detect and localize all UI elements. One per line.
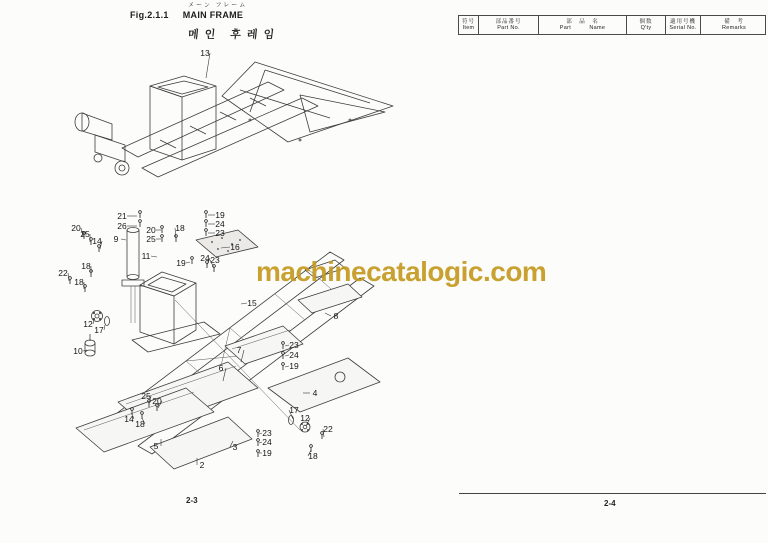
diagram-callout-number: 25 — [146, 234, 156, 244]
diagram-callout-number: 19 — [215, 210, 225, 220]
diagram-callout-number: 14 — [124, 414, 134, 424]
diagram-callout-number: 22 — [323, 424, 333, 434]
diagram-callout-number: 18 — [74, 277, 84, 287]
diagram-callout-number: 13 — [200, 48, 210, 58]
callout-leader-line — [151, 256, 157, 257]
top-diagram-assembled-frame — [75, 62, 393, 177]
diagram-callout-number: 17 — [289, 405, 299, 415]
page-number-right: 2-4 — [604, 499, 616, 508]
figure-number: Fig.2.1.1 — [130, 10, 169, 20]
diagram-callout-number: 23 — [289, 340, 299, 350]
diagram-callout-number: 23 — [262, 428, 272, 438]
header-serial-no: 適用号機 Serial No. — [665, 16, 700, 34]
diagram-callout-number: 18 — [135, 419, 145, 429]
figure-title-korean-handwriting: 메인 후레임 — [187, 29, 281, 41]
diagram-callout-number: 20 — [146, 225, 156, 235]
header-part-no: 部品番号 Part No. — [478, 16, 538, 34]
diagram-callout-number: 2 — [199, 460, 205, 470]
diagram-callout-number: 10 — [73, 346, 83, 356]
callout-leader-line — [325, 313, 331, 316]
callout-leader-line — [121, 239, 126, 240]
diagram-callout-number: 12 — [83, 319, 93, 329]
diagram-callout-number: 12 — [300, 413, 310, 423]
diagram-callout-number: 24 — [215, 219, 225, 229]
diagram-callout-number: 18 — [81, 261, 91, 271]
diagram-callout-number: 23 — [215, 228, 225, 238]
diagram-callout-number: 5 — [153, 441, 159, 451]
header-item: 符号 Item — [461, 18, 475, 31]
diagram-callout-number: 19 — [176, 258, 186, 268]
diagram-callout-number: 18 — [175, 223, 185, 233]
diagram-callout-number: 23 — [210, 255, 220, 265]
diagram-callout-number: 25 — [80, 229, 90, 239]
diagram-callout-number: 19 — [289, 361, 299, 371]
diagram-callout-number: 6 — [218, 363, 224, 373]
diagram-callout-number: 15 — [247, 298, 257, 308]
diagram-callout-number: 21 — [117, 211, 127, 221]
header-qty: 個数 Q'ty — [626, 16, 665, 34]
parts-table — [458, 15, 766, 35]
diagram-callout-number: 24 — [289, 350, 299, 360]
diagram-callout-number: 19 — [262, 448, 272, 458]
figure-title-english: MAIN FRAME — [182, 10, 244, 20]
diagram-callout-number: 16 — [230, 242, 240, 252]
diagram-callout-number: 17 — [94, 325, 104, 335]
diagram-callout-number: 11 — [141, 251, 151, 261]
callout-leader-line — [104, 325, 105, 330]
diagram-callout-number: 8 — [333, 311, 339, 321]
diagram-callout-number: 7 — [236, 345, 242, 355]
header-part-name: 部 品 名 Part Name — [538, 16, 626, 34]
diagram-callout-number: 14 — [92, 236, 102, 246]
figure-title-japanese: メーン フレーム — [188, 3, 248, 9]
diagram-callout-number: 24 — [262, 437, 272, 447]
right-page-footer-line — [459, 493, 766, 494]
diagram-callout-number: 4 — [312, 388, 318, 398]
watermark: machinecatalogic.com — [256, 256, 547, 287]
diagram-callout-number: 20 — [152, 396, 162, 406]
diagram-callout-number: 9 — [113, 234, 119, 244]
diagram-callout-number: 26 — [117, 221, 127, 231]
diagram-callout-number: 24 — [200, 253, 210, 263]
parts-table-header — [458, 15, 766, 35]
page-number-left: 2-3 — [186, 496, 198, 505]
diagram-callout-number: 3 — [232, 442, 238, 452]
callout-leader-line — [186, 262, 190, 263]
diagram-callout-number: 25 — [141, 391, 151, 401]
callout-leader-line — [241, 303, 247, 304]
diagram-callout-number: 22 — [58, 268, 68, 278]
diagram-callout-number: 20 — [71, 223, 81, 233]
header-remarks: 備 考 Remarks — [700, 16, 767, 34]
diagram-callout-number: 18 — [308, 451, 318, 461]
